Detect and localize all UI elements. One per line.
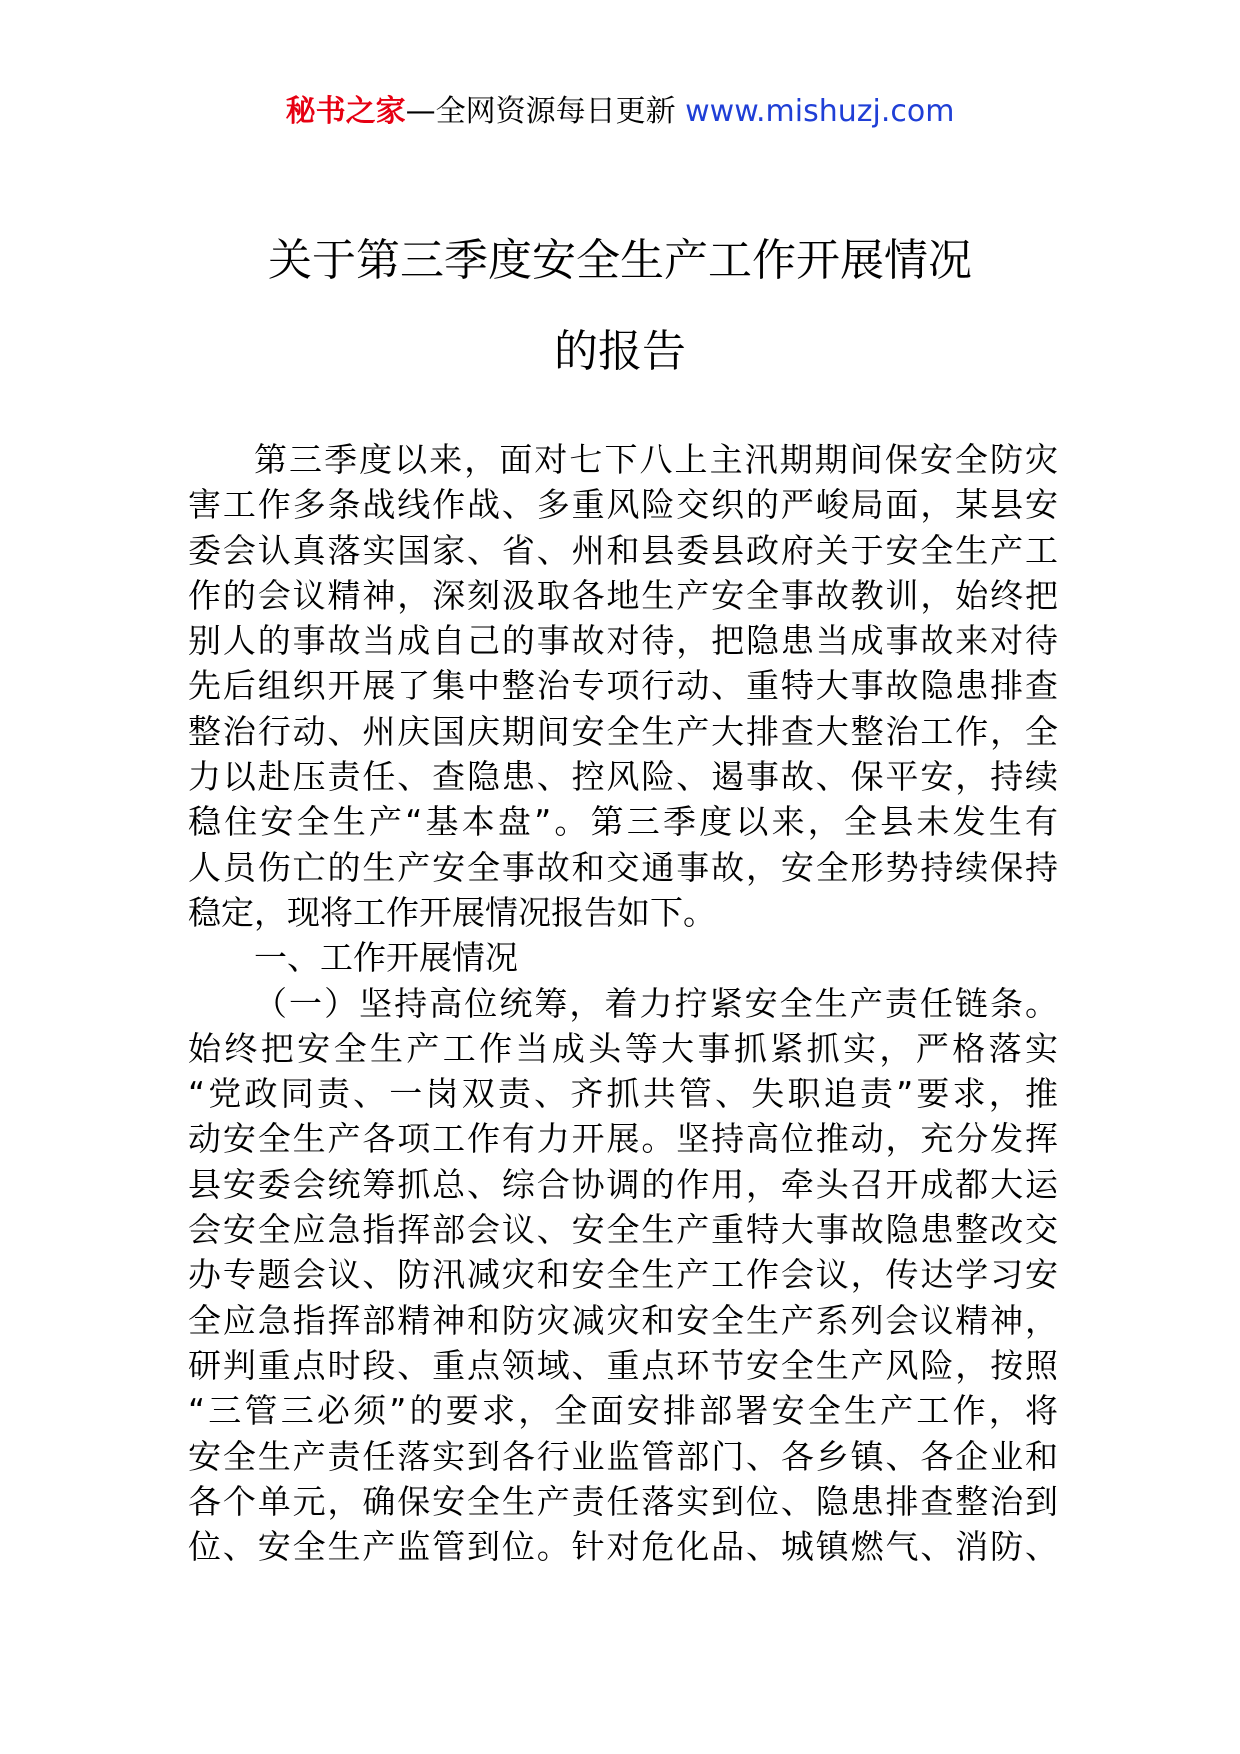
body-line: 先后组织开展了集中整治专项行动、重特大事故隐患排查 xyxy=(188,666,1058,706)
body-line: 县安委会统筹抓总、综合协调的作用，牵头召开成都大运 xyxy=(188,1164,1058,1204)
body-line: 别人的事故当成自己的事故对待，把隐患当成事故来对待 xyxy=(188,621,1058,661)
body-line: 位、安全生产监管到位。针对危化品、城镇燃气、消防、 xyxy=(188,1527,1058,1567)
body-line: “三管三必须”的要求，全面安排部署安全生产工作，将 xyxy=(188,1391,1058,1431)
body-line: 各个单元，确保安全生产责任落实到位、隐患排查整治到 xyxy=(188,1481,1058,1521)
body-line: 安全生产责任落实到各行业监管部门、各乡镇、各企业和 xyxy=(188,1436,1058,1476)
body-line: 稳定，现将工作开展情况报告如下。 xyxy=(188,892,716,932)
body-line: 整治行动、州庆国庆期间安全生产大排查大整治工作，全 xyxy=(188,711,1058,751)
body-line: 研判重点时段、重点领域、重点环节安全生产风险，按照 xyxy=(188,1345,1058,1385)
section-heading: 一、工作开展情况 xyxy=(254,938,518,978)
body-line: “党政同责、一岗双责、齐抓共管、失职追责”要求，推 xyxy=(188,1074,1058,1114)
website-link[interactable]: www.mishuzj.com xyxy=(685,94,955,129)
body-line: 动安全生产各项工作有力开展。坚持高位推动，充分发挥 xyxy=(188,1119,1058,1159)
document-body xyxy=(188,437,1058,1569)
body-line: 办专题会议、防汛减灾和安全生产工作会议，传达学习安 xyxy=(188,1255,1058,1295)
document-title-line-1: 关于第三季度安全生产工作开展情况 xyxy=(268,235,972,286)
body-line: 会安全应急指挥部会议、安全生产重特大事故隐患整改交 xyxy=(188,1210,1058,1250)
body-line: 全应急指挥部精神和防灾减灾和安全生产系列会议精神， xyxy=(188,1300,1058,1340)
subsection-heading: （一）坚持高位统筹，着力拧紧安全生产责任链条。 xyxy=(254,983,1058,1023)
watermark-header xyxy=(0,92,1240,132)
document-title-line-2: 的报告 xyxy=(554,326,686,377)
body-line: 稳住安全生产“基本盘”。第三季度以来，全县未发生有 xyxy=(188,802,1058,842)
body-line: 力以赴压责任、查隐患、控风险、遏事故、保平安，持续 xyxy=(188,757,1058,797)
brand-name: 秘书之家 xyxy=(285,94,406,129)
body-line: 作的会议精神，深刻汲取各地生产安全事故教训，始终把 xyxy=(188,575,1058,615)
header-tagline: —全网资源每日更新 xyxy=(405,94,676,129)
body-line: 第三季度以来，面对七下八上主汛期期间保安全防灾 xyxy=(254,440,1058,479)
body-line: 始终把安全生产工作当成头等大事抓紧抓实，严格落实 xyxy=(188,1028,1058,1068)
body-line: 害工作多条战线作战、多重风险交织的严峻局面，某县安 xyxy=(188,485,1058,525)
body-line: 人员伤亡的生产安全事故和交通事故，安全形势持续保持 xyxy=(188,847,1058,887)
body-line: 委会认真落实国家、省、州和县委县政府关于安全生产工 xyxy=(188,530,1058,570)
